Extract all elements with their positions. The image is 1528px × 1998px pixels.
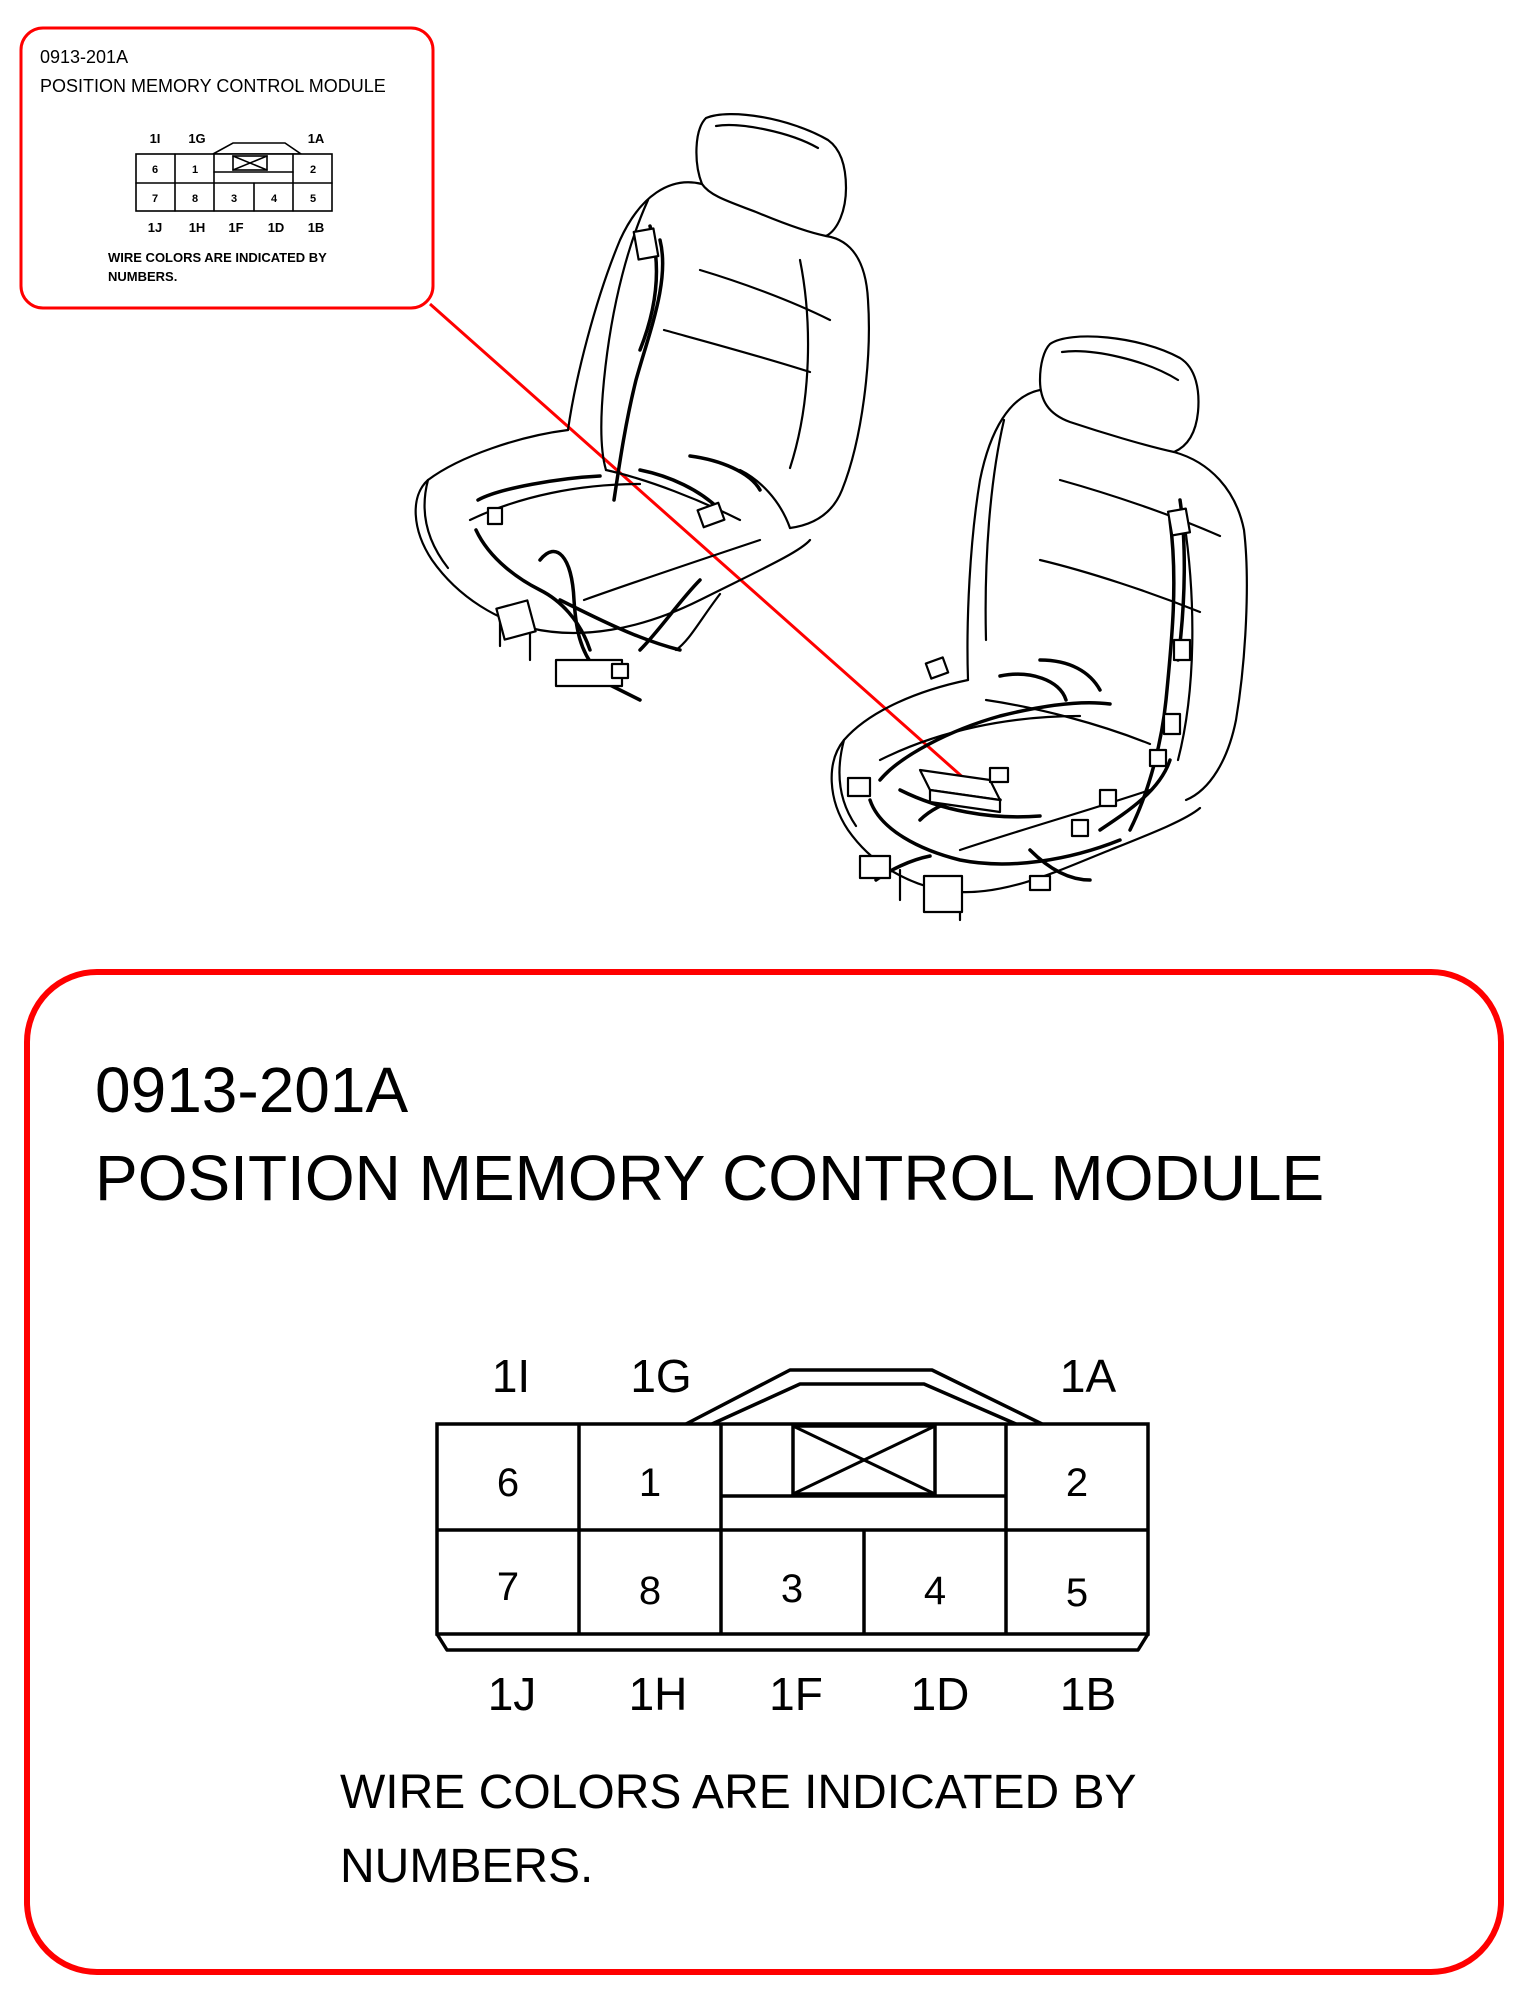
small-callout <box>21 28 433 308</box>
small-pin-8: 8 <box>191 193 199 205</box>
note-line2: NUMBERS. <box>340 1840 594 1893</box>
large-callout <box>27 972 1501 1972</box>
small-label-1H: 1H <box>188 220 206 235</box>
small-pin-1: 1 <box>191 164 199 176</box>
note-line1: WIRE COLORS ARE INDICATED BY <box>340 1766 1137 1819</box>
small-label-1D: 1D <box>267 220 285 235</box>
callout-leader-line <box>430 304 996 804</box>
label-1I: 1I <box>491 1350 531 1402</box>
pin-1: 1 <box>638 1461 662 1505</box>
small-pin-7: 7 <box>151 193 159 205</box>
large-part-number: 0913-201A <box>95 1054 409 1126</box>
small-pin-4: 4 <box>270 193 278 205</box>
label-1F: 1F <box>769 1668 823 1720</box>
small-pin-2: 2 <box>309 164 317 176</box>
left-seat-illustration <box>416 114 869 700</box>
small-label-1A: 1A <box>307 131 325 146</box>
pin-4: 4 <box>923 1569 947 1613</box>
small-label-1B: 1B <box>307 220 325 235</box>
label-1G: 1G <box>630 1350 692 1402</box>
small-part-number: 0913-201A <box>40 47 129 67</box>
small-note-line1: WIRE COLORS ARE INDICATED BY <box>108 250 327 265</box>
small-pin-3: 3 <box>230 193 238 205</box>
small-label-1G: 1G <box>188 131 206 146</box>
right-seat-illustration <box>832 336 1247 920</box>
small-label-1I: 1I <box>149 131 161 146</box>
small-pin-5: 5 <box>309 193 317 205</box>
pin-6: 6 <box>496 1461 520 1505</box>
large-module-title: POSITION MEMORY CONTROL MODULE <box>95 1142 1325 1214</box>
pin-8: 8 <box>638 1569 662 1613</box>
small-label-1F: 1F <box>228 220 244 235</box>
label-1A: 1A <box>1059 1350 1117 1402</box>
small-label-1J: 1J <box>147 220 163 235</box>
pin-5: 5 <box>1065 1571 1089 1615</box>
pin-7: 7 <box>496 1565 520 1609</box>
small-pin-6: 6 <box>151 164 159 176</box>
label-1D: 1D <box>910 1668 970 1720</box>
label-1H: 1H <box>628 1668 688 1720</box>
label-1J: 1J <box>487 1668 537 1720</box>
label-1B: 1B <box>1059 1668 1117 1720</box>
pin-2: 2 <box>1065 1461 1089 1505</box>
small-module-title: POSITION MEMORY CONTROL MODULE <box>40 76 386 96</box>
small-note-line2: NUMBERS. <box>108 269 178 284</box>
pin-3: 3 <box>780 1567 804 1611</box>
